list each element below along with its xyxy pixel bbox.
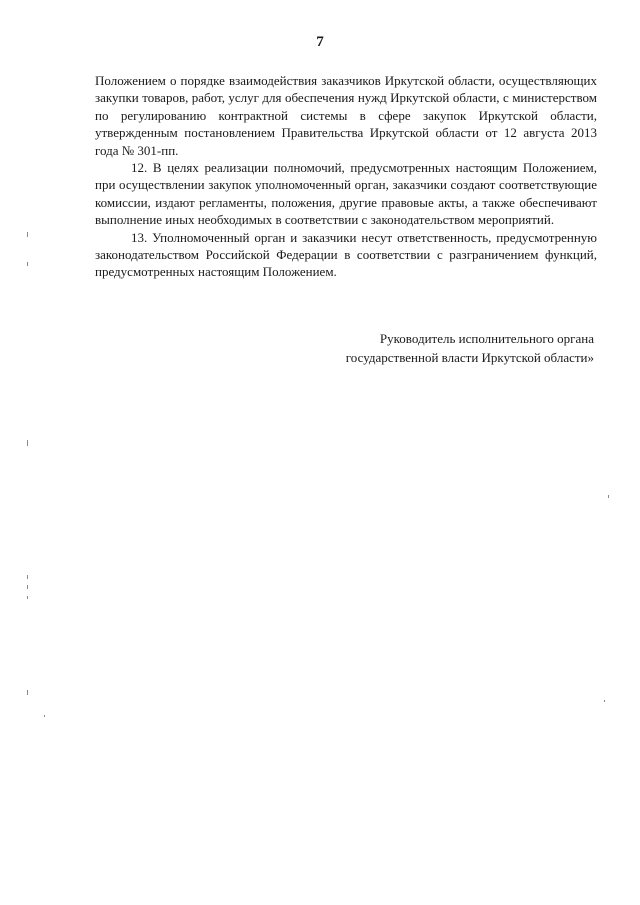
body-text — [95, 72, 597, 281]
scan-speck — [27, 585, 28, 589]
scan-speck — [27, 690, 28, 695]
signature-block — [346, 329, 594, 367]
scan-speck — [27, 575, 28, 579]
signature-line-1: Руководитель исполнительного органа — [379, 331, 594, 346]
page-number: 7 — [316, 34, 324, 50]
scan-speck — [27, 232, 28, 237]
scan-speck — [604, 700, 605, 702]
scan-speck — [27, 262, 28, 266]
signature-line-2: государственной власти Иркутской области» — [345, 350, 594, 365]
scan-speck — [608, 495, 609, 498]
paragraph-item-12: 12. В целях реализации полномочий, предусмотренных настоящим Положением, при осуществлении закупок уполномоченный орган, заказчики создают соответствующие комиссии, издают регламенты, положения, другие правовые акты, а также обеспечивают выполнение иных необходимых в соответствии с законодательством мероприятий. — [95, 160, 597, 228]
scan-speck — [44, 715, 45, 717]
paragraph-item-13: 13. Уполномоченный орган и заказчики несут ответственность, предусмотренную законодательством Российской Федерации в соответствии с разграничением функций, предусмотренных настоящим Положением. — [95, 229, 597, 280]
paragraph-continuation: Положением о порядке взаимодействия заказчиков Иркутской области, осуществляющих закупки товаров, работ, услуг для обеспечения нужд Иркутской области, с министерством по регулированию контрактной системы в сфере закупок Иркутской области, утвержденным постановлением Правительства Иркутской области от 12 августа 2013 года № 301-пп. — [95, 73, 597, 158]
scan-speck — [27, 596, 28, 599]
scan-speck — [27, 440, 28, 446]
